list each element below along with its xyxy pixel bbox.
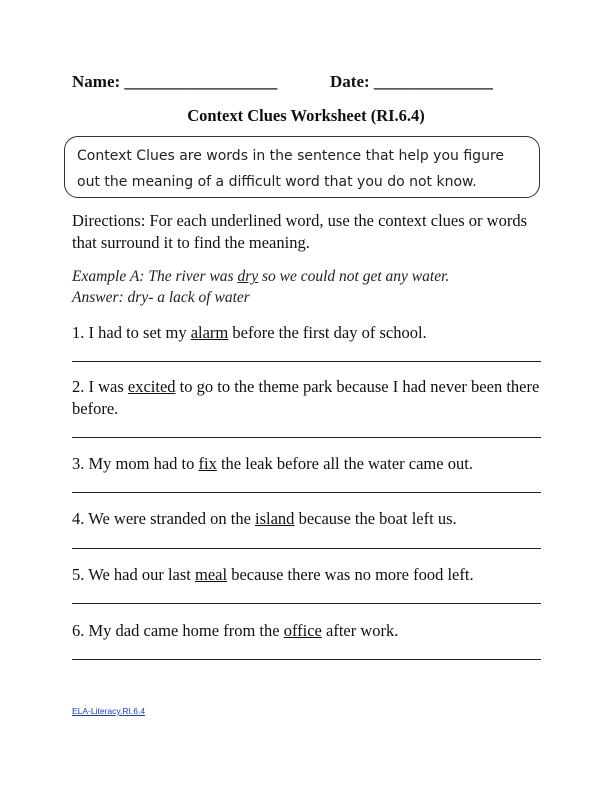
answer-line-1[interactable]	[72, 361, 541, 362]
standard-link[interactable]: ELA-Literacy.RI.6.4	[72, 706, 146, 716]
question-text-after: before the first day of school.	[228, 323, 427, 342]
underlined-word: excited	[127, 377, 176, 396]
question-text-after: the leak before all the water came out.	[216, 454, 473, 473]
question-text-after: after work.	[321, 621, 399, 640]
answer-line-2[interactable]	[72, 437, 541, 438]
question-number: 2.	[72, 377, 85, 396]
worksheet-header	[72, 72, 542, 96]
question-text-before: I was	[84, 377, 128, 396]
question-text-before: I had to set my	[84, 323, 191, 342]
definition-box: Context Clues are words in the sentence that help you figure out the meaning of a difficult word that you do not know.	[64, 136, 540, 198]
example-block	[72, 266, 542, 308]
example-before: Example A: The river was	[72, 268, 238, 285]
example-answer: Answer: dry- a lack of water	[72, 289, 250, 306]
question-number: 5.	[72, 565, 85, 584]
question-2	[72, 376, 542, 420]
question-1	[72, 322, 542, 344]
question-text-after: because there was no more food left.	[227, 565, 474, 584]
question-text-before: My mom had to	[84, 454, 199, 473]
question-number: 6.	[72, 621, 85, 640]
question-text-before: We had our last	[84, 565, 196, 584]
answer-line-3[interactable]	[72, 492, 541, 493]
answer-line-6[interactable]	[72, 659, 541, 660]
example-sentence	[72, 266, 542, 287]
question-text-after: because the boat left us.	[294, 509, 457, 528]
question-number: 3.	[72, 454, 85, 473]
question-text-before: We were stranded on the	[84, 509, 256, 528]
question-number: 4.	[72, 509, 85, 528]
example-after: so we could not get any water.	[258, 268, 450, 285]
question-5	[72, 564, 542, 586]
worksheet-title: Context Clues Worksheet (RI.6.4)	[187, 106, 425, 125]
question-text-after: to go to the theme park because I had never been there before.	[72, 377, 540, 418]
question-6	[72, 620, 542, 642]
question-4	[72, 508, 542, 530]
question-text-before: My dad came home from the	[84, 621, 284, 640]
example-underlined-word: dry	[237, 268, 259, 285]
underlined-word: alarm	[190, 323, 229, 342]
directions-text: Directions: For each underlined word, use the context clues or words that surround it to find the meaning.	[72, 211, 527, 252]
answer-line-4[interactable]	[72, 548, 541, 549]
underlined-word: island	[255, 509, 295, 528]
date-field: Date: ______________	[330, 72, 493, 91]
question-number: 1.	[72, 323, 85, 342]
name-field: Name: __________________	[72, 72, 278, 91]
question-3	[72, 453, 542, 475]
underlined-word: meal	[195, 565, 228, 584]
underlined-word: fix	[198, 454, 217, 473]
answer-line-5[interactable]	[72, 603, 541, 604]
underlined-word: office	[283, 621, 322, 640]
